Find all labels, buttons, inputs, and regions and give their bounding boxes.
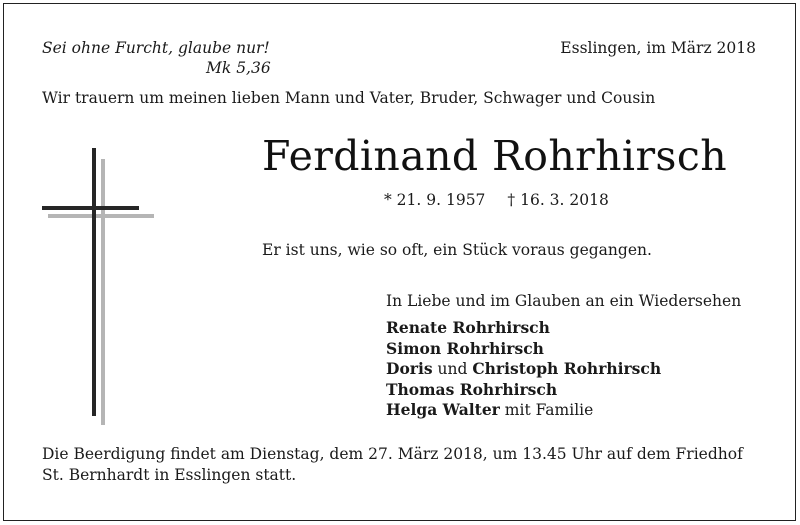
- mourners-list: [386, 318, 661, 421]
- mourner-line: [386, 400, 661, 421]
- mourner-name: Simon Rohrhirsch: [386, 338, 544, 358]
- mourner-conjunction: und: [432, 360, 473, 378]
- cross-icon: [40, 145, 160, 425]
- life-dates: [384, 190, 609, 210]
- birth-date: * 21. 9. 1957: [384, 191, 486, 209]
- death-date: † 16. 3. 2018: [507, 191, 609, 209]
- mourner-line: [386, 359, 661, 380]
- funeral-line: Die Beerdigung findet am Dienstag, dem 27. März 2018, um 13.45 Uhr auf dem Friedhof: [42, 445, 743, 463]
- funeral-notice: [42, 444, 743, 485]
- mourner-name: Renate Rohrhirsch: [386, 318, 550, 337]
- mourner-line: [386, 318, 661, 339]
- memorial-quote: Er ist uns, wie so oft, ein Stück voraus gegangen.: [262, 241, 652, 259]
- funeral-line: St. Bernhardt in Esslingen statt.: [42, 465, 297, 484]
- mourner-suffix: mit Familie: [499, 401, 594, 419]
- deceased-name: Ferdinand Rohrhirsch: [262, 132, 728, 180]
- mourner-line: [386, 380, 661, 401]
- mourner-name: Christoph Rohrhirsch: [472, 359, 662, 378]
- bible-verse: Sei ohne Furcht, glaube nur!: [42, 39, 270, 57]
- mourner-name: Doris: [386, 359, 433, 378]
- intro-text: Wir trauern um meinen lieben Mann und Vater, Bruder, Schwager und Cousin: [42, 89, 656, 107]
- place-date: Esslingen, im März 2018: [560, 39, 756, 57]
- mourner-line: [386, 339, 661, 360]
- bible-reference: Mk 5,36: [206, 59, 271, 77]
- mourner-name: Thomas Rohrhirsch: [386, 379, 558, 399]
- mourners-intro: In Liebe und im Glauben an ein Wiedersehen: [386, 292, 742, 310]
- mourner-name: Helga Walter: [386, 400, 500, 419]
